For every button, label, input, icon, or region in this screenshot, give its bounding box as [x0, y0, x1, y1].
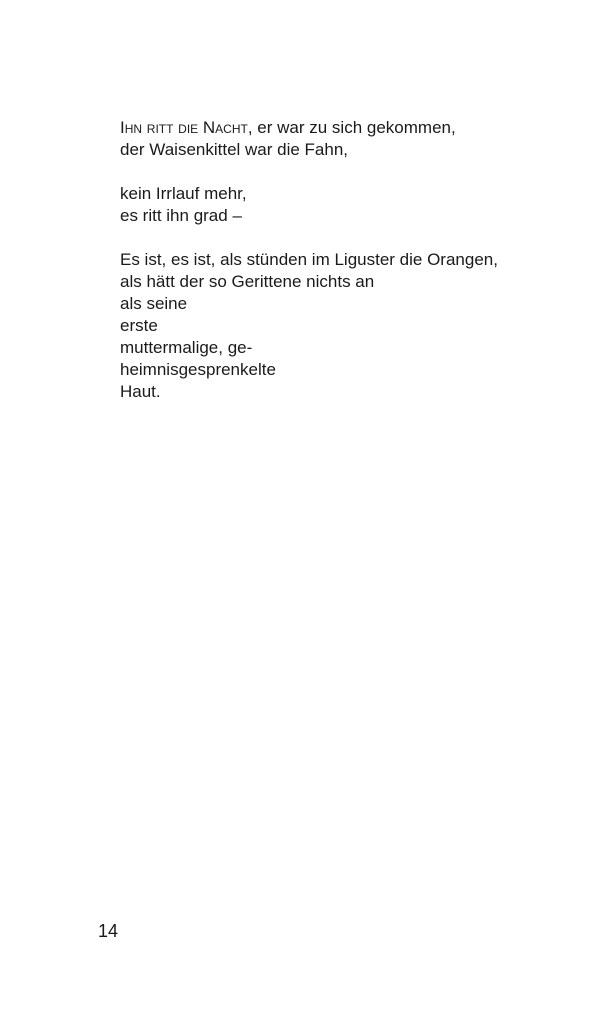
poem-line: Haut. [120, 382, 161, 401]
poem-line: heimnisgesprenkelte [120, 360, 276, 379]
poem [120, 117, 580, 403]
poem-line: erste [120, 316, 158, 335]
stanza-1 [120, 117, 580, 161]
poem-line: als hätt der so Gerittene nichts an [120, 272, 375, 291]
poem-line: der Waisenkittel war die Fahn, [120, 140, 349, 159]
stanza-3 [120, 249, 580, 403]
poem-line: Es ist, es ist, als stünden im Liguster die Orangen, [120, 250, 498, 269]
poem-line: es ritt ihn grad – [120, 206, 242, 225]
stanza-2 [120, 183, 580, 227]
poem-line: kein Irrlauf mehr, [120, 184, 247, 203]
poem-line: muttermalige, ge- [120, 338, 253, 357]
poem-line: als seine [120, 294, 188, 313]
page-number: 14 [98, 921, 119, 941]
poem-line [120, 117, 580, 139]
line-text: , er war zu sich gekommen, [247, 118, 456, 137]
opening-smallcaps: Ihn ritt die Nacht [120, 118, 248, 137]
